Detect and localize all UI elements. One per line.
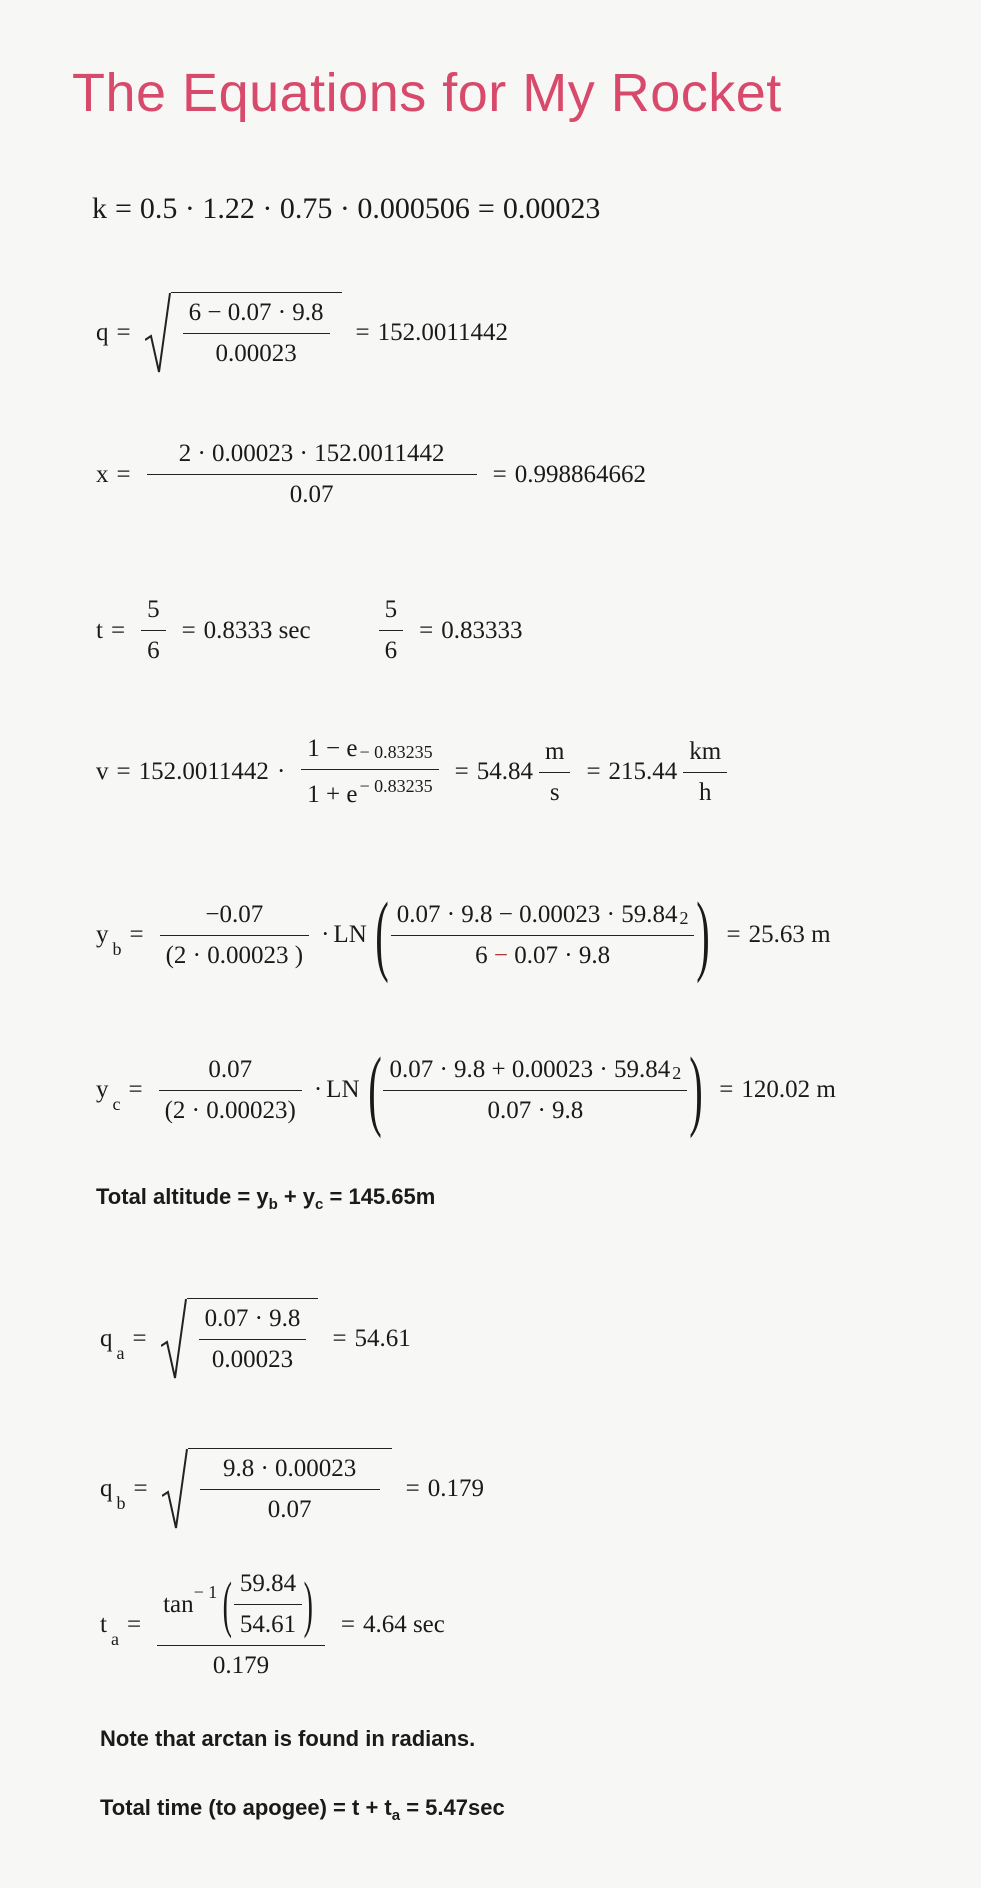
ta-subscript: a	[110, 1628, 119, 1649]
q-denominator: 0.00023	[215, 340, 297, 367]
sqrt-symbol	[162, 1448, 392, 1530]
ta-left-paren: (	[222, 1570, 233, 1639]
qb-denominator: 0.07	[267, 1496, 312, 1523]
v-unit-h: h	[699, 778, 712, 806]
v-unit-km: km	[689, 737, 722, 765]
v-num-base: 1 − e	[307, 735, 358, 762]
qa-subscript: a	[116, 1342, 125, 1363]
ta-inner-numerator: 59.84	[239, 1570, 297, 1597]
v-unit-s: s	[549, 778, 560, 806]
yb-numerator: −0.07	[205, 900, 264, 928]
equation-k: k = 0.5 · 1.22 · 0.75 · 0.000506 = 0.00023	[92, 192, 601, 225]
yc-numerator: 0.07	[208, 1055, 253, 1083]
q-result: 152.0011442	[377, 319, 508, 346]
v-unit-m: m	[544, 737, 565, 765]
equation-t: t = $\frac{5}{6}$ = 0.8333 sec $\frac{5}{6}$ = 0.83333	[96, 596, 523, 664]
v-den-base: 1 + e	[307, 781, 358, 808]
v-den-exponent: − 0.83235	[359, 776, 433, 796]
arctan-note: Note that arctan is found in radians.	[100, 1726, 476, 1751]
yb-inner-den-op: −	[493, 941, 508, 969]
ta-denominator: 0.179	[212, 1652, 270, 1679]
x-denominator: 0.07	[289, 481, 334, 508]
ta-lhs: t	[100, 1611, 107, 1638]
yb-inner-den-a: 6	[475, 941, 488, 969]
equation-ta: t $_a$ = tan $^{- 1}$ ( $\frac{59.84}{54.61}$ ) 0.179 = 4.64 sec	[100, 1570, 445, 1679]
equation-qa: q $_a$ = $\frac{0.07 \cdot 9.8}{0.00023}$ = 54.61	[100, 1298, 411, 1380]
q-numerator: 6 − 0.07 · 9.8	[188, 299, 324, 326]
yb-left-paren: (	[374, 885, 389, 984]
t-numerator: 5	[147, 596, 160, 623]
equation-yc: y $_c$ = $\frac{0.07}{(2 \cdot 0.00023)}$ · LN ( 0.07 · 9.8 + 0.00023 · 59.84 2 0.07 · 9.8 ) = 120.02 m	[96, 1040, 836, 1139]
yb-ln: LN	[333, 921, 367, 948]
yb-right-paren: )	[696, 885, 711, 984]
yc-inner-exponent: 2	[672, 1062, 682, 1083]
t-check-denominator: 6	[384, 637, 398, 664]
total-time: Total time (to apogee) = $t + t_a = 5.47\sec$	[100, 1795, 505, 1824]
q-lhs: q	[96, 319, 109, 346]
k-lhs: k	[92, 192, 107, 225]
v-result-ms: 54.84	[476, 758, 533, 785]
qa-numerator: 0.07 · 9.8	[204, 1305, 301, 1332]
qa-result: 54.61	[354, 1325, 411, 1352]
yc-left-paren: (	[367, 1040, 382, 1139]
qb-subscript: b	[116, 1492, 126, 1513]
yb-denominator: (2 · 0.00023 )	[165, 941, 304, 969]
equation-qb: q $_b$ = $\frac{9.8 \cdot 0.00023}{0.07}$ = 0.179	[100, 1448, 484, 1530]
k-result: 0.00023	[502, 192, 601, 225]
t-check-result: 0.83333	[441, 616, 523, 644]
x-result: 0.998864662	[514, 460, 646, 488]
yc-denominator: (2 · 0.00023)	[164, 1096, 296, 1124]
yc-inner-denominator: 0.07 · 9.8	[487, 1096, 584, 1124]
yb-inner-numerator: 0.07 · 9.8 − 0.00023 · 59.84	[396, 900, 678, 928]
yb-lhs: y	[96, 921, 109, 948]
x-lhs: x	[96, 460, 109, 488]
qb-lhs: q	[100, 1475, 113, 1502]
sqrt-symbol	[161, 1298, 319, 1380]
yb-inner-exponent: 2	[679, 907, 689, 928]
yb-inner-den-b: 0.07 · 9.8	[514, 941, 611, 969]
yc-result: 120.02 m	[741, 1076, 836, 1103]
t-denominator: 6	[147, 637, 160, 664]
ta-result: 4.64 sec	[362, 1611, 445, 1638]
ta-tan: tan	[163, 1590, 194, 1618]
x-numerator: 2 · 0.00023 · 152.0011442	[178, 440, 445, 467]
yb-result: 25.63 m	[748, 921, 831, 948]
yc-lhs: y	[96, 1076, 109, 1103]
t-lhs: t	[96, 616, 103, 644]
ta-inner-denominator: 54.61	[239, 1611, 297, 1638]
t-check-numerator: 5	[384, 596, 398, 623]
ta-right-paren: )	[303, 1570, 314, 1639]
qa-denominator: 0.00023	[211, 1346, 294, 1373]
yc-inner-numerator: 0.07 · 9.8 + 0.00023 · 59.84	[389, 1055, 671, 1083]
equation-yb: y $_b$ = $\frac{-0.07}{(2 \cdot 0.00023 )}$ · LN ( 0.07 · 9.8 − 0.00023 · 59.84 2 6 − 0.07 · 9.8 ) = 25.63 m	[96, 885, 831, 984]
equation-q: q = $\frac{6 - 0.07 \cdot 9.8}{0.00023}$ = 152.0011442	[96, 292, 508, 374]
yb-subscript: b	[112, 938, 122, 959]
equation-x: x = $\frac{2 \cdot 0.00023 \cdot 152.0011442}{0.07}$ = 0.998864662	[96, 440, 646, 508]
yc-ln: LN	[326, 1076, 360, 1103]
ta-tan-exponent: − 1	[193, 1582, 218, 1602]
yc-subscript: c	[112, 1093, 121, 1114]
qa-lhs: q	[100, 1325, 113, 1352]
v-lhs: v	[96, 758, 109, 785]
v-result-kmh: 215.44	[608, 758, 678, 785]
t-result: 0.8333 sec	[203, 616, 311, 644]
total-altitude: Total altitude = $y_b + y_c = 145.65m$	[96, 1184, 436, 1213]
page-title: The Equations for My Rocket	[72, 63, 782, 123]
v-num-exponent: − 0.83235	[359, 742, 433, 762]
sqrt-symbol	[145, 292, 342, 374]
qb-result: 0.179	[427, 1475, 484, 1502]
k-expression: 0.5 · 1.22 · 0.75 · 0.000506	[139, 192, 470, 225]
yc-right-paren: )	[689, 1040, 703, 1139]
qb-numerator: 9.8 · 0.00023	[222, 1455, 357, 1482]
equation-v: v = 152.0011442 · 1 − e − 0.83235 1 + e $^{- 0.83235}$ = 54.84 $\frac{m}{s}$ = 215.44 $\frac{km}{h}$	[96, 735, 735, 809]
v-coefficient: 152.0011442	[138, 758, 269, 785]
